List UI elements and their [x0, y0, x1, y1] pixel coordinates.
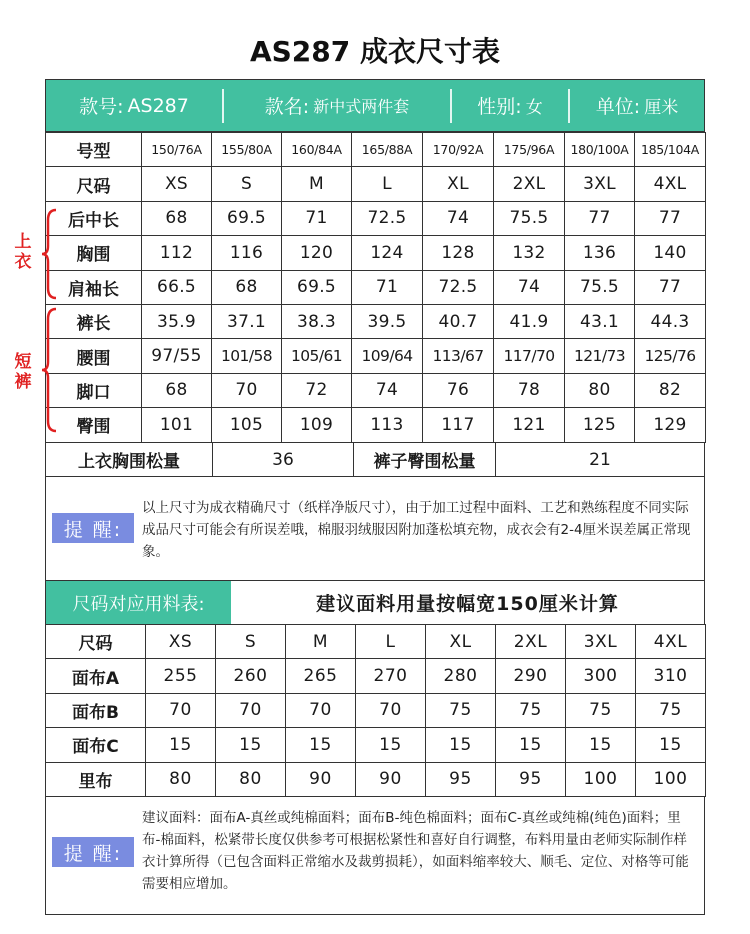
fabric-size-cell: XS [146, 625, 216, 659]
fabric-value: 290 [496, 659, 566, 693]
shorts-group-brace [40, 305, 60, 435]
pants-ease-value: 21 [589, 449, 611, 470]
measure-value: 72.5 [352, 201, 423, 235]
fabric-label: 面布B [46, 693, 146, 727]
measure-value: 101/58 [212, 339, 282, 373]
size-cell: 3XL [565, 167, 635, 201]
fabric-value: 70 [216, 693, 286, 727]
fabric-size-cell: L [356, 625, 426, 659]
style-name-label: 款名: [264, 96, 310, 118]
fabric-value: 100 [566, 762, 636, 796]
measure-value: 39.5 [352, 304, 423, 338]
measure-value: 128 [423, 236, 494, 270]
top-group-brace [40, 206, 60, 302]
ease-row [45, 443, 705, 477]
measure-value: 44.3 [635, 304, 706, 338]
measure-value: 113/67 [423, 339, 494, 373]
fabric-size-cell: M [286, 625, 356, 659]
measure-value: 105/61 [282, 339, 352, 373]
size-cell: 2XL [494, 167, 565, 201]
measure-value: 69.5 [282, 270, 352, 304]
measure-value: 117/70 [494, 339, 565, 373]
measure-value: 69.5 [212, 201, 282, 235]
measure-value: 125 [565, 408, 635, 442]
size-cell: 4XL [635, 167, 706, 201]
measure-value: 74 [423, 201, 494, 235]
fabric-row [46, 728, 706, 762]
fabric-value: 80 [146, 762, 216, 796]
note-text-2: 建议面料：面布A-真丝或纯棉面料；面布B-纯色棉面料；面布C-真丝或纯棉(纯色)面料；里布-棉面料，松紧带长度仅供参考可根据松紧性和喜好自行调整，布料用量由老师实际制作样衣计算所得（已包含面料正常缩水及裁剪损耗），如面料缩率较大、顺毛、定位、对格等可能需要相应增加。 [142, 810, 689, 892]
measure-value: 109 [282, 408, 352, 442]
measure-label: 后中长 [46, 201, 142, 235]
measure-value: 72.5 [423, 270, 494, 304]
measure-value: 70 [212, 373, 282, 407]
fabric-label: 里布 [46, 762, 146, 796]
size-cell: XL [423, 167, 494, 201]
measure-value: 77 [635, 201, 706, 235]
gender-label: 性别: [477, 96, 522, 118]
measure-value: 136 [565, 236, 635, 270]
measure-row [46, 201, 706, 235]
size-row [46, 167, 706, 201]
measure-value: 74 [494, 270, 565, 304]
style-no-cell [46, 89, 224, 123]
measure-row [46, 373, 706, 407]
fabric-value: 75 [426, 693, 496, 727]
fabric-value: 100 [636, 762, 706, 796]
spec-cell: 150/76A [142, 133, 212, 167]
top-group-label: 上衣 [14, 232, 32, 272]
top-ease-value: 36 [213, 443, 354, 476]
size-cell: XS [142, 167, 212, 201]
fabric-tag: 尺码对应用料表: [46, 581, 231, 624]
measure-row [46, 408, 706, 442]
measure-row [46, 339, 706, 373]
measure-value: 82 [635, 373, 706, 407]
measure-value: 129 [635, 408, 706, 442]
gender-cell [452, 89, 570, 123]
fabric-value: 15 [356, 728, 426, 762]
fabric-row [46, 762, 706, 796]
fabric-value: 70 [356, 693, 426, 727]
style-name-cell [224, 89, 452, 123]
fabric-header [45, 580, 705, 625]
measure-row [46, 236, 706, 270]
style-no-label: 款号: [79, 96, 124, 118]
measure-value: 75.5 [494, 201, 565, 235]
measure-value: 66.5 [142, 270, 212, 304]
gender-value: 女 [525, 98, 543, 118]
fabric-row [46, 693, 706, 727]
fabric-value: 80 [216, 762, 286, 796]
page-title: AS287 成衣尺寸表 [249, 35, 501, 68]
fabric-value: 300 [566, 659, 636, 693]
measure-label: 腰围 [46, 339, 142, 373]
remind-badge-1: 提 醒: [52, 513, 134, 543]
measure-label: 臀围 [46, 408, 142, 442]
size-cell: L [352, 167, 423, 201]
measure-value: 120 [282, 236, 352, 270]
style-name-value: 新中式两件套 [313, 97, 410, 116]
spec-cell: 170/92A [423, 133, 494, 167]
fabric-value: 15 [286, 728, 356, 762]
fabric-value: 280 [426, 659, 496, 693]
measure-value: 117 [423, 408, 494, 442]
measure-row [46, 304, 706, 338]
measure-value: 76 [423, 373, 494, 407]
measure-value: 71 [282, 201, 352, 235]
size-header: 尺码 [46, 167, 142, 201]
fabric-value: 260 [216, 659, 286, 693]
measure-value: 140 [635, 236, 706, 270]
measure-value: 38.3 [282, 304, 352, 338]
remind-badge-2: 提 醒: [52, 837, 134, 867]
size-cell: M [282, 167, 352, 201]
measure-label: 脚口 [46, 373, 142, 407]
fabric-row [46, 659, 706, 693]
fabric-size-header: 尺码 [46, 625, 146, 659]
measure-value: 124 [352, 236, 423, 270]
fabric-value: 15 [566, 728, 636, 762]
measure-value: 77 [635, 270, 706, 304]
fabric-value: 75 [496, 693, 566, 727]
size-cell: S [212, 167, 282, 201]
spec-cell: 165/88A [352, 133, 423, 167]
spec-cell: 160/84A [282, 133, 352, 167]
measure-value: 78 [494, 373, 565, 407]
measure-value: 41.9 [494, 304, 565, 338]
size-table [45, 132, 706, 443]
unit-label: 单位: [595, 96, 641, 118]
fabric-value: 95 [426, 762, 496, 796]
spec-cell: 180/100A [565, 133, 635, 167]
measure-value: 116 [212, 236, 282, 270]
measure-value: 68 [142, 373, 212, 407]
fabric-value: 15 [146, 728, 216, 762]
measure-row [46, 270, 706, 304]
info-header-bar [45, 79, 705, 132]
measure-value: 112 [142, 236, 212, 270]
fabric-table [45, 624, 706, 797]
measure-value: 71 [352, 270, 423, 304]
spec-cell: 175/96A [494, 133, 565, 167]
pants-ease-label: 裤子臀围松量 [354, 443, 496, 476]
fabric-size-cell: XL [426, 625, 496, 659]
measure-value: 43.1 [565, 304, 635, 338]
fabric-size-cell: S [216, 625, 286, 659]
fabric-value: 90 [356, 762, 426, 796]
spec-row [46, 133, 706, 167]
measure-value: 101 [142, 408, 212, 442]
measure-value: 74 [352, 373, 423, 407]
measure-value: 40.7 [423, 304, 494, 338]
measure-value: 113 [352, 408, 423, 442]
measure-label: 胸围 [46, 236, 142, 270]
fabric-size-cell: 4XL [636, 625, 706, 659]
fabric-value: 15 [426, 728, 496, 762]
note-text-1: 以上尺寸为成衣精确尺寸（纸样净版尺寸），由于加工过程中面料、工艺和熟练程度不同实际成品尺寸可能会有所误差哦，棉服羽绒服因附加蓬松填充物，成衣会有2-4厘米误差属正常现象。 [142, 500, 691, 560]
measure-value: 109/64 [352, 339, 423, 373]
measure-value: 68 [142, 201, 212, 235]
measure-value: 75.5 [565, 270, 635, 304]
fabric-size-cell: 2XL [496, 625, 566, 659]
unit-value: 厘米 [644, 98, 679, 118]
measure-value: 105 [212, 408, 282, 442]
unit-cell [570, 89, 704, 123]
fabric-label: 面布A [46, 659, 146, 693]
spec-header: 号型 [46, 133, 142, 167]
shorts-group-label: 短裤 [14, 352, 32, 392]
fabric-value: 70 [146, 693, 216, 727]
top-ease-label: 上衣胸围松量 [46, 443, 213, 476]
fabric-label: 面布C [46, 728, 146, 762]
measure-value: 77 [565, 201, 635, 235]
measure-value: 125/76 [635, 339, 706, 373]
fabric-value: 310 [636, 659, 706, 693]
fabric-value: 90 [286, 762, 356, 796]
measure-value: 37.1 [212, 304, 282, 338]
fabric-value: 75 [566, 693, 636, 727]
spec-cell: 155/80A [212, 133, 282, 167]
measure-value: 35.9 [142, 304, 212, 338]
measure-value: 132 [494, 236, 565, 270]
measure-label: 肩袖长 [46, 270, 142, 304]
fabric-value: 70 [286, 693, 356, 727]
fabric-value: 265 [286, 659, 356, 693]
fabric-value: 255 [146, 659, 216, 693]
measure-value: 121 [494, 408, 565, 442]
measure-value: 97/55 [142, 339, 212, 373]
fabric-value: 15 [496, 728, 566, 762]
fabric-value: 270 [356, 659, 426, 693]
fabric-value: 15 [636, 728, 706, 762]
measure-value: 72 [282, 373, 352, 407]
fabric-tip: 建议面料用量按幅宽150厘米计算 [316, 593, 619, 615]
fabric-value: 15 [216, 728, 286, 762]
fabric-value: 75 [636, 693, 706, 727]
style-no-value: AS287 [127, 94, 189, 117]
fabric-size-row [46, 625, 706, 659]
measure-value: 80 [565, 373, 635, 407]
measure-label: 裤长 [46, 304, 142, 338]
measure-value: 68 [212, 270, 282, 304]
fabric-value: 95 [496, 762, 566, 796]
fabric-size-cell: 3XL [566, 625, 636, 659]
measure-value: 121/73 [565, 339, 635, 373]
spec-cell: 185/104A [635, 133, 706, 167]
